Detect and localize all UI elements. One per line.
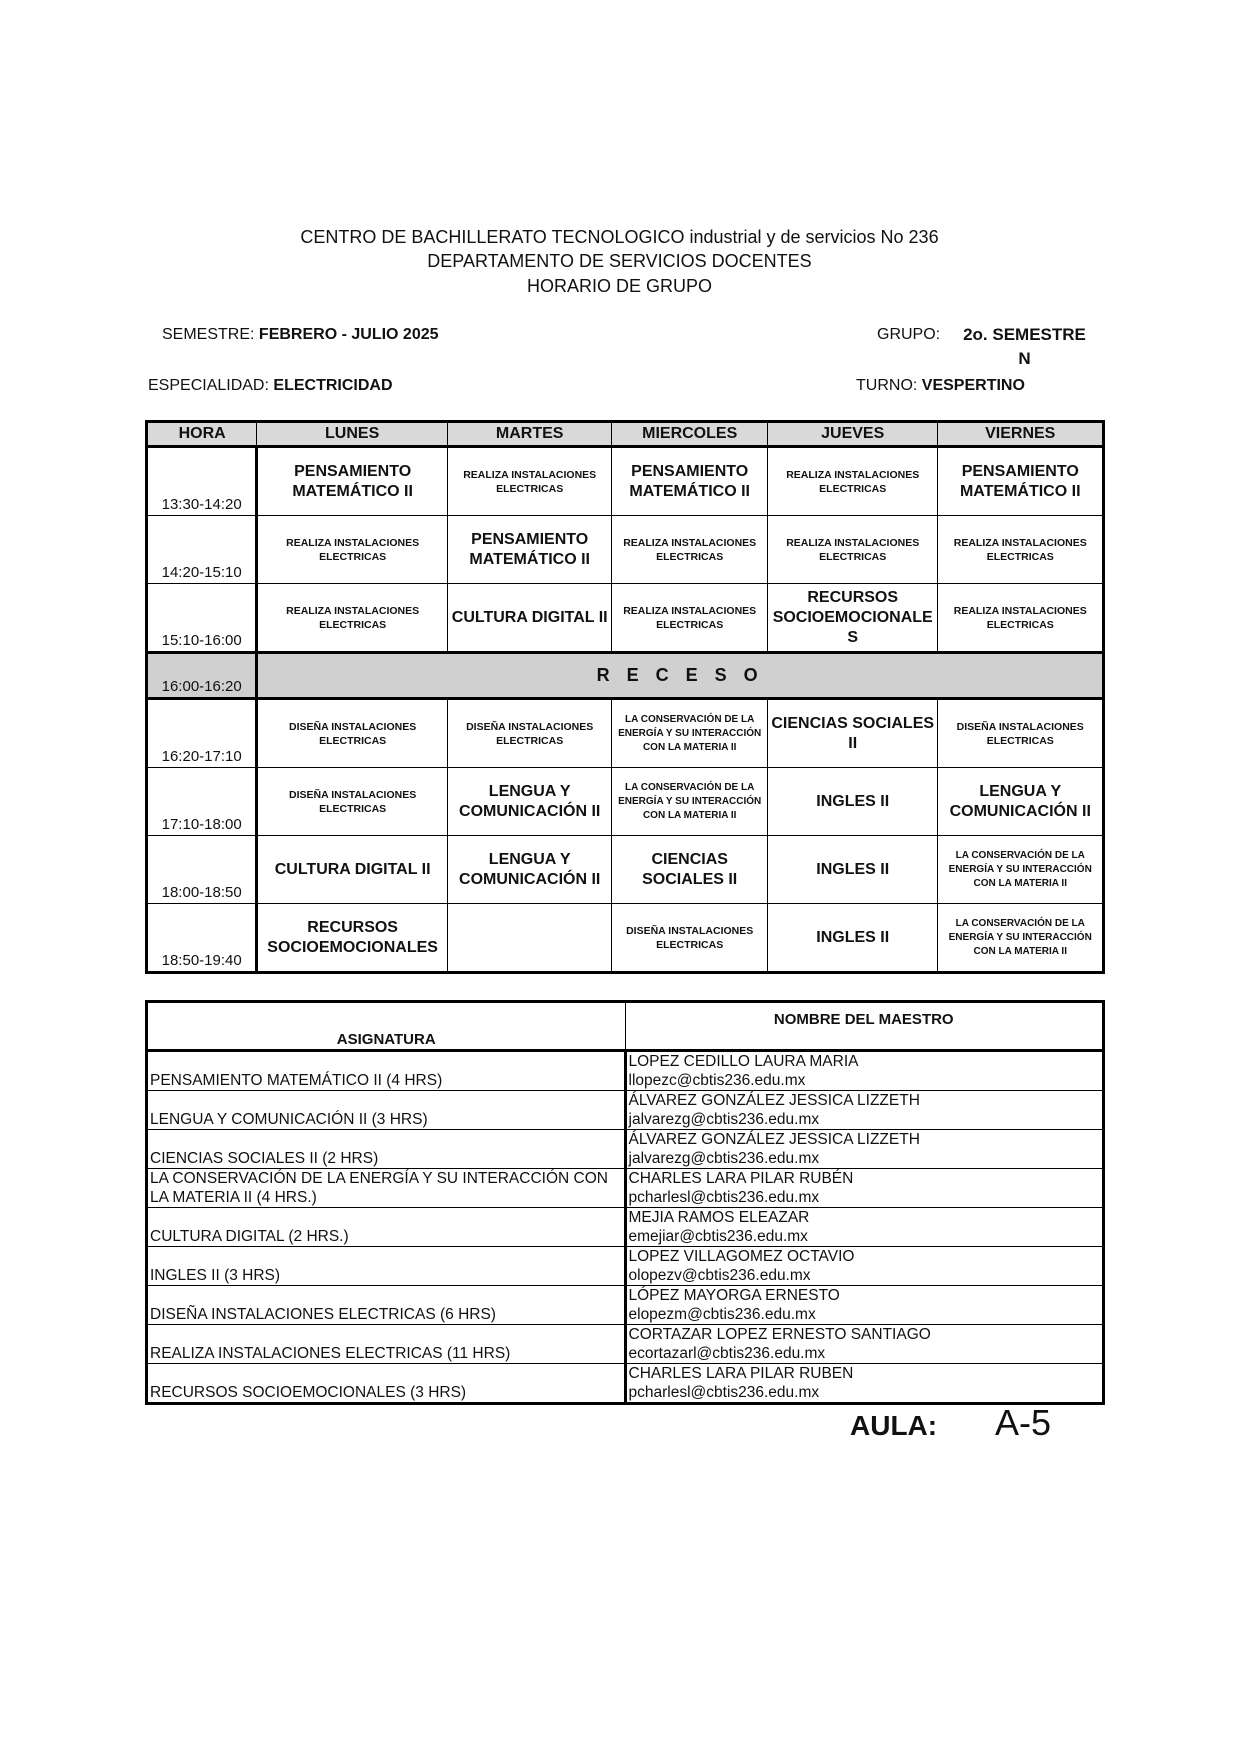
teacher-cell (625, 1169, 1104, 1208)
schedule-row (147, 836, 1104, 904)
time-slot: 14:20-15:10 (147, 516, 257, 584)
schedule-cell: REALIZA INSTALACIONES ELECTRICAS (257, 584, 448, 653)
schedule-cell: LENGUA Y COMUNICACIÓN II (447, 768, 612, 836)
teacher-cell (625, 1208, 1104, 1247)
schedule-cell: REALIZA INSTALACIONES ELECTRICAS (938, 584, 1104, 653)
schedule-cell: CULTURA DIGITAL II (257, 836, 448, 904)
time-slot: 13:30-14:20 (147, 447, 257, 516)
specialty-value: ELECTRICIDAD (273, 377, 393, 394)
schedule-cell: LA CONSERVACIÓN DE LA ENERGÍA Y SU INTERACCIÓN CON LA MATERIA II (612, 699, 767, 768)
teacher-name: LOPEZ CEDILLO LAURA MARIA (628, 1053, 859, 1070)
teacher-email: elopezm@cbtis236.edu.mx (628, 1306, 816, 1323)
schedule-cell: DISEÑA INSTALACIONES ELECTRICAS (257, 699, 448, 768)
teacher-email: jalvarezg@cbtis236.edu.mx (628, 1150, 820, 1167)
schedule-cell: DISEÑA INSTALACIONES ELECTRICAS (612, 904, 767, 973)
schedule-cell: LA CONSERVACIÓN DE LA ENERGÍA Y SU INTERACCIÓN CON LA MATERIA II (938, 904, 1104, 973)
column-header-lunes: LUNES (257, 422, 448, 447)
subject-name: PENSAMIENTO MATEMÁTICO II (4 HRS) (147, 1051, 626, 1091)
column-header-jueves: JUEVES (767, 422, 938, 447)
teachers-header-row (147, 1002, 1104, 1051)
recess-row (147, 653, 1104, 699)
schedule-row (147, 516, 1104, 584)
teacher-email: jalvarezg@cbtis236.edu.mx (628, 1111, 820, 1128)
semester-value: FEBRERO - JULIO 2025 (258, 326, 439, 343)
subject-name: INGLES II (3 HRS) (147, 1247, 626, 1286)
schedule-cell: REALIZA INSTALACIONES ELECTRICAS (447, 447, 612, 516)
schedule-cell: DISEÑA INSTALACIONES ELECTRICAS (938, 699, 1104, 768)
subject-name: RECURSOS SOCIOEMOCIONALES (3 HRS) (147, 1364, 626, 1404)
teacher-row (147, 1364, 1104, 1404)
group-label: GRUPO: (877, 326, 941, 343)
teacher-name: CHARLES LARA PILAR RUBÉN (628, 1170, 854, 1187)
time-slot: 15:10-16:00 (147, 584, 257, 653)
schedule-cell: PENSAMIENTO MATEMÁTICO II (257, 447, 448, 516)
teacher-row (147, 1051, 1104, 1091)
teacher-email: emejiar@cbtis236.edu.mx (628, 1228, 808, 1245)
schedule-cell: INGLES II (767, 836, 938, 904)
subject-name: LENGUA Y COMUNICACIÓN II (3 HRS) (147, 1091, 626, 1130)
semester-label: SEMESTRE: (162, 326, 255, 343)
column-header-asignatura: ASIGNATURA (147, 1002, 626, 1051)
schedule-cell: LENGUA Y COMUNICACIÓN II (938, 768, 1104, 836)
time-slot: 17:10-18:00 (147, 768, 257, 836)
teacher-cell (625, 1364, 1104, 1404)
teacher-name: MEJIA RAMOS ELEAZAR (628, 1209, 810, 1226)
schedule-row (147, 699, 1104, 768)
schedule-cell: PENSAMIENTO MATEMÁTICO II (938, 447, 1104, 516)
schedule-table (145, 420, 1105, 974)
time-slot: 16:20-17:10 (147, 699, 257, 768)
schedule-cell: INGLES II (767, 768, 938, 836)
teacher-cell (625, 1286, 1104, 1325)
document-title: HORARIO DE GRUPO (526, 276, 713, 296)
schedule-cell: REALIZA INSTALACIONES ELECTRICAS (938, 516, 1104, 584)
teacher-row (147, 1208, 1104, 1247)
schedule-row (147, 768, 1104, 836)
schedule-cell: LA CONSERVACIÓN DE LA ENERGÍA Y SU INTERACCIÓN CON LA MATERIA II (938, 836, 1104, 904)
teacher-cell (625, 1325, 1104, 1364)
teacher-name: LOPEZ VILLAGOMEZ OCTAVIO (628, 1248, 855, 1265)
subject-name: LA CONSERVACIÓN DE LA ENERGÍA Y SU INTERACCIÓN CON LA MATERIA II (4 HRS.) (147, 1169, 626, 1208)
teacher-row (147, 1091, 1104, 1130)
schedule-cell: CIENCIAS SOCIALES II (767, 699, 938, 768)
teacher-row (147, 1247, 1104, 1286)
specialty-info (148, 376, 393, 396)
teacher-row (147, 1130, 1104, 1169)
time-slot: 18:50-19:40 (147, 904, 257, 973)
specialty-label: ESPECIALIDAD: (148, 377, 269, 394)
schedule-cell: RECURSOS SOCIOEMOCIONALE S (767, 584, 938, 653)
subject-name: DISEÑA INSTALACIONES ELECTRICAS (6 HRS) (147, 1286, 626, 1325)
schedule-cell: DISEÑA INSTALACIONES ELECTRICAS (447, 699, 612, 768)
teacher-row (147, 1325, 1104, 1364)
schedule-cell: RECURSOS SOCIOEMOCIONALES (257, 904, 448, 973)
subject-name: CIENCIAS SOCIALES II (2 HRS) (147, 1130, 626, 1169)
subject-name: CULTURA DIGITAL (2 HRS.) (147, 1208, 626, 1247)
teachers-table (145, 1000, 1105, 1405)
teacher-cell (625, 1051, 1104, 1091)
column-header-viernes: VIERNES (938, 422, 1104, 447)
schedule-cell: LA CONSERVACIÓN DE LA ENERGÍA Y SU INTERACCIÓN CON LA MATERIA II (612, 768, 767, 836)
teacher-cell (625, 1130, 1104, 1169)
schedule-row (147, 904, 1104, 973)
schedule-cell: CULTURA DIGITAL II (447, 584, 612, 653)
shift-value: VESPERTINO (921, 377, 1025, 394)
shift-label: TURNO: (856, 377, 918, 394)
schedule-cell: REALIZA INSTALACIONES ELECTRICAS (767, 516, 938, 584)
classroom-label: AULA: (850, 1410, 938, 1441)
schedule-row (147, 447, 1104, 516)
school-name: CENTRO DE BACHILLERATO TECNOLOGICO industrial y de servicios No 236 (300, 227, 939, 247)
recess-label: R E C E S O (257, 653, 1104, 699)
schedule-cell: REALIZA INSTALACIONES ELECTRICAS (612, 516, 767, 584)
column-header-martes: MARTES (447, 422, 612, 447)
schedule-cell (447, 904, 612, 973)
teacher-name: ÁLVAREZ GONZÁLEZ JESSICA LIZZETH (628, 1131, 920, 1148)
column-header-hora: HORA (147, 422, 257, 447)
semester-info (162, 325, 439, 345)
schedule-cell: LENGUA Y COMUNICACIÓN II (447, 836, 612, 904)
shift-info (856, 376, 1025, 396)
classroom-value: A-5 (995, 1402, 1052, 1443)
schedule-cell: CIENCIAS SOCIALES II (612, 836, 767, 904)
schedule-header-row (147, 422, 1104, 447)
schedule-cell: REALIZA INSTALACIONES ELECTRICAS (257, 516, 448, 584)
teacher-email: pcharlesl@cbtis236.edu.mx (628, 1384, 820, 1401)
column-header-maestro: NOMBRE DEL MAESTRO (625, 1002, 1104, 1051)
recess-time: 16:00-16:20 (147, 653, 257, 699)
teacher-email: llopezc@cbtis236.edu.mx (628, 1072, 806, 1089)
column-header-miercoles: MIERCOLES (612, 422, 767, 447)
teacher-cell (625, 1247, 1104, 1286)
schedule-cell: PENSAMIENTO MATEMÁTICO II (447, 516, 612, 584)
teacher-name: CORTAZAR LOPEZ ERNESTO SANTIAGO (628, 1326, 931, 1343)
schedule-cell: REALIZA INSTALACIONES ELECTRICAS (767, 447, 938, 516)
schedule-cell: DISEÑA INSTALACIONES ELECTRICAS (257, 768, 448, 836)
schedule-cell: REALIZA INSTALACIONES ELECTRICAS (612, 584, 767, 653)
teacher-row (147, 1169, 1104, 1208)
department-name: DEPARTAMENTO DE SERVICIOS DOCENTES (427, 251, 812, 271)
teacher-name: CHARLES LARA PILAR RUBEN (628, 1365, 854, 1382)
teacher-cell (625, 1091, 1104, 1130)
schedule-cell: PENSAMIENTO MATEMÁTICO II (612, 447, 767, 516)
schedule-row (147, 584, 1104, 653)
schedule-cell: INGLES II (767, 904, 938, 973)
teacher-name: ÁLVAREZ GONZÁLEZ JESSICA LIZZETH (628, 1092, 920, 1109)
teacher-email: pcharlesl@cbtis236.edu.mx (628, 1189, 820, 1206)
teacher-name: LÓPEZ MAYORGA ERNESTO (628, 1287, 840, 1304)
group-value: 2o. SEMESTRE N (963, 325, 1086, 368)
subject-name: REALIZA INSTALACIONES ELECTRICAS (11 HRS) (147, 1325, 626, 1364)
time-slot: 18:00-18:50 (147, 836, 257, 904)
teacher-row (147, 1286, 1104, 1325)
teacher-email: ecortazarl@cbtis236.edu.mx (628, 1345, 826, 1362)
teacher-email: olopezv@cbtis236.edu.mx (628, 1267, 811, 1284)
